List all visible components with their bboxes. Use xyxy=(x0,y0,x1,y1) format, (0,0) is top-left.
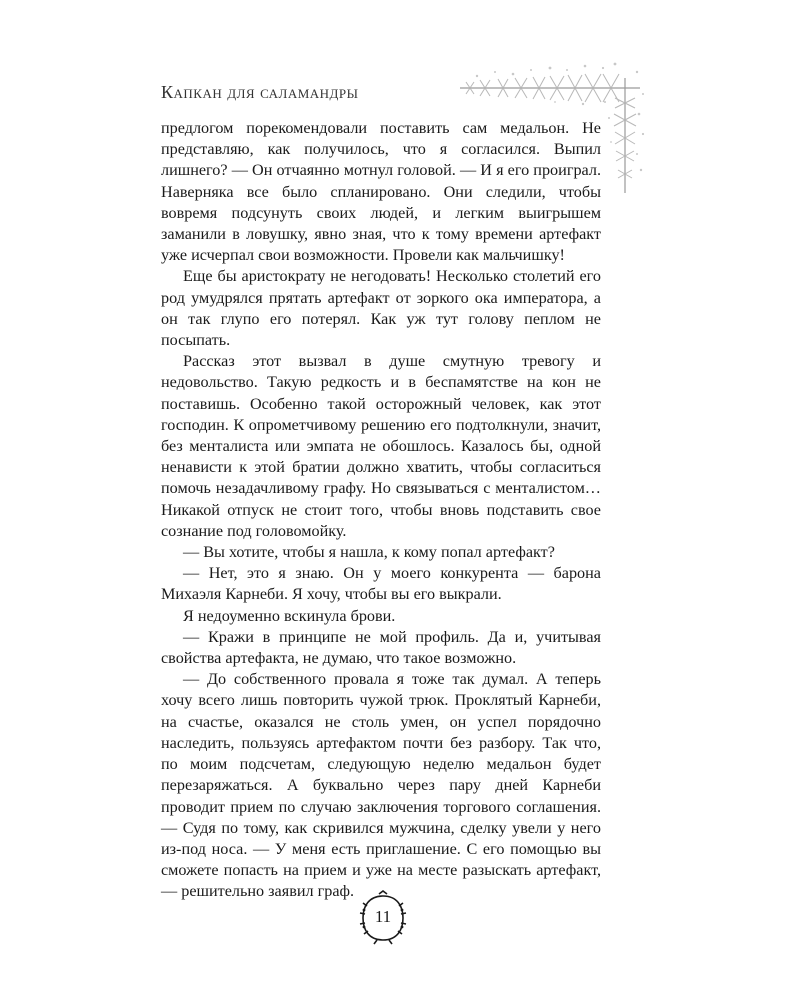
running-header-title: Капкан для саламандры xyxy=(161,82,359,102)
paragraph: Рассказ этот вызвал в душе смутную тревогу и недовольство. Такую редкость и в беспамятстве на кон не поставишь. Особенно такой осторожный человек, как этот господин. К опрометчивому решению его подтолкнули, значит, без менталиста или эмпата не обошлось. Казалось бы, одной ненависти к этой братии должно хватить, чтобы согласиться помочь незадачливому графу. Но связываться с менталистом… Никакой отпуск не стоит того, чтобы вновь подставить свое сознание под головомойку. xyxy=(161,352,601,540)
paragraph: — Вы хотите, чтобы я нашла, к кому попал артефакт? xyxy=(183,543,555,562)
paragraph: — Кражи в принципе не мой профиль. Да и, учитывая свойства артефакта, не думаю, что такое возможно. xyxy=(161,627,601,668)
page-number-badge xyxy=(355,890,411,946)
paragraph: — Нет, это я знаю. Он у моего конкурента — барона Михаэля Карнеби. Я хочу, чтобы вы его выкрали. xyxy=(161,564,601,604)
paragraph: — До собственного провала я тоже так думал. А теперь хочу всего лишь повторить чужой трюк. Проклятый Карнеби, на счастье, оказался не столь умен, он успел порядочно наследить, пользуясь артефактом почти без разбору. Так что, по моим подсчетам, следующую неделю медальон будет перезаряжаться. А буквально через пару дней Карнеби проводит прием по случаю заключения торгового соглашения. — Судя по тому, как скривился мужчина, сделку увели у него из-под носа. — У меня есть приглашение. С его помощью вы сможете попасть на прием и уже на месте разыскать артефакт, — решительно заявил граф. xyxy=(161,670,601,901)
main-text-block xyxy=(161,118,601,903)
page-number: 11 xyxy=(374,907,392,926)
paragraph: Я недоуменно вскинула брови. xyxy=(183,606,396,625)
paragraph: Еще бы аристократу не негодовать! Несколько столетий его род умудрялся прятать артефакт от зоркого ока императора, а он так глупо его потерял. Как уж тут голову пеплом не посыпать. xyxy=(161,267,601,350)
paragraph: предлогом порекомендовали поставить сам медальон. Не представляю, как получилось, что я согласился. Выпил лишнего? — Он отчаянно мотнул головой. — И я его проиграл. Наверняка все было спланировано. Они следили, чтобы вовремя подсунуть своих людей, и легким выигрышем заманили в ловушку, явно зная, что к тому времени артефакт уже исчерпал свои возможности. Провели как мальчишку! xyxy=(161,119,601,265)
